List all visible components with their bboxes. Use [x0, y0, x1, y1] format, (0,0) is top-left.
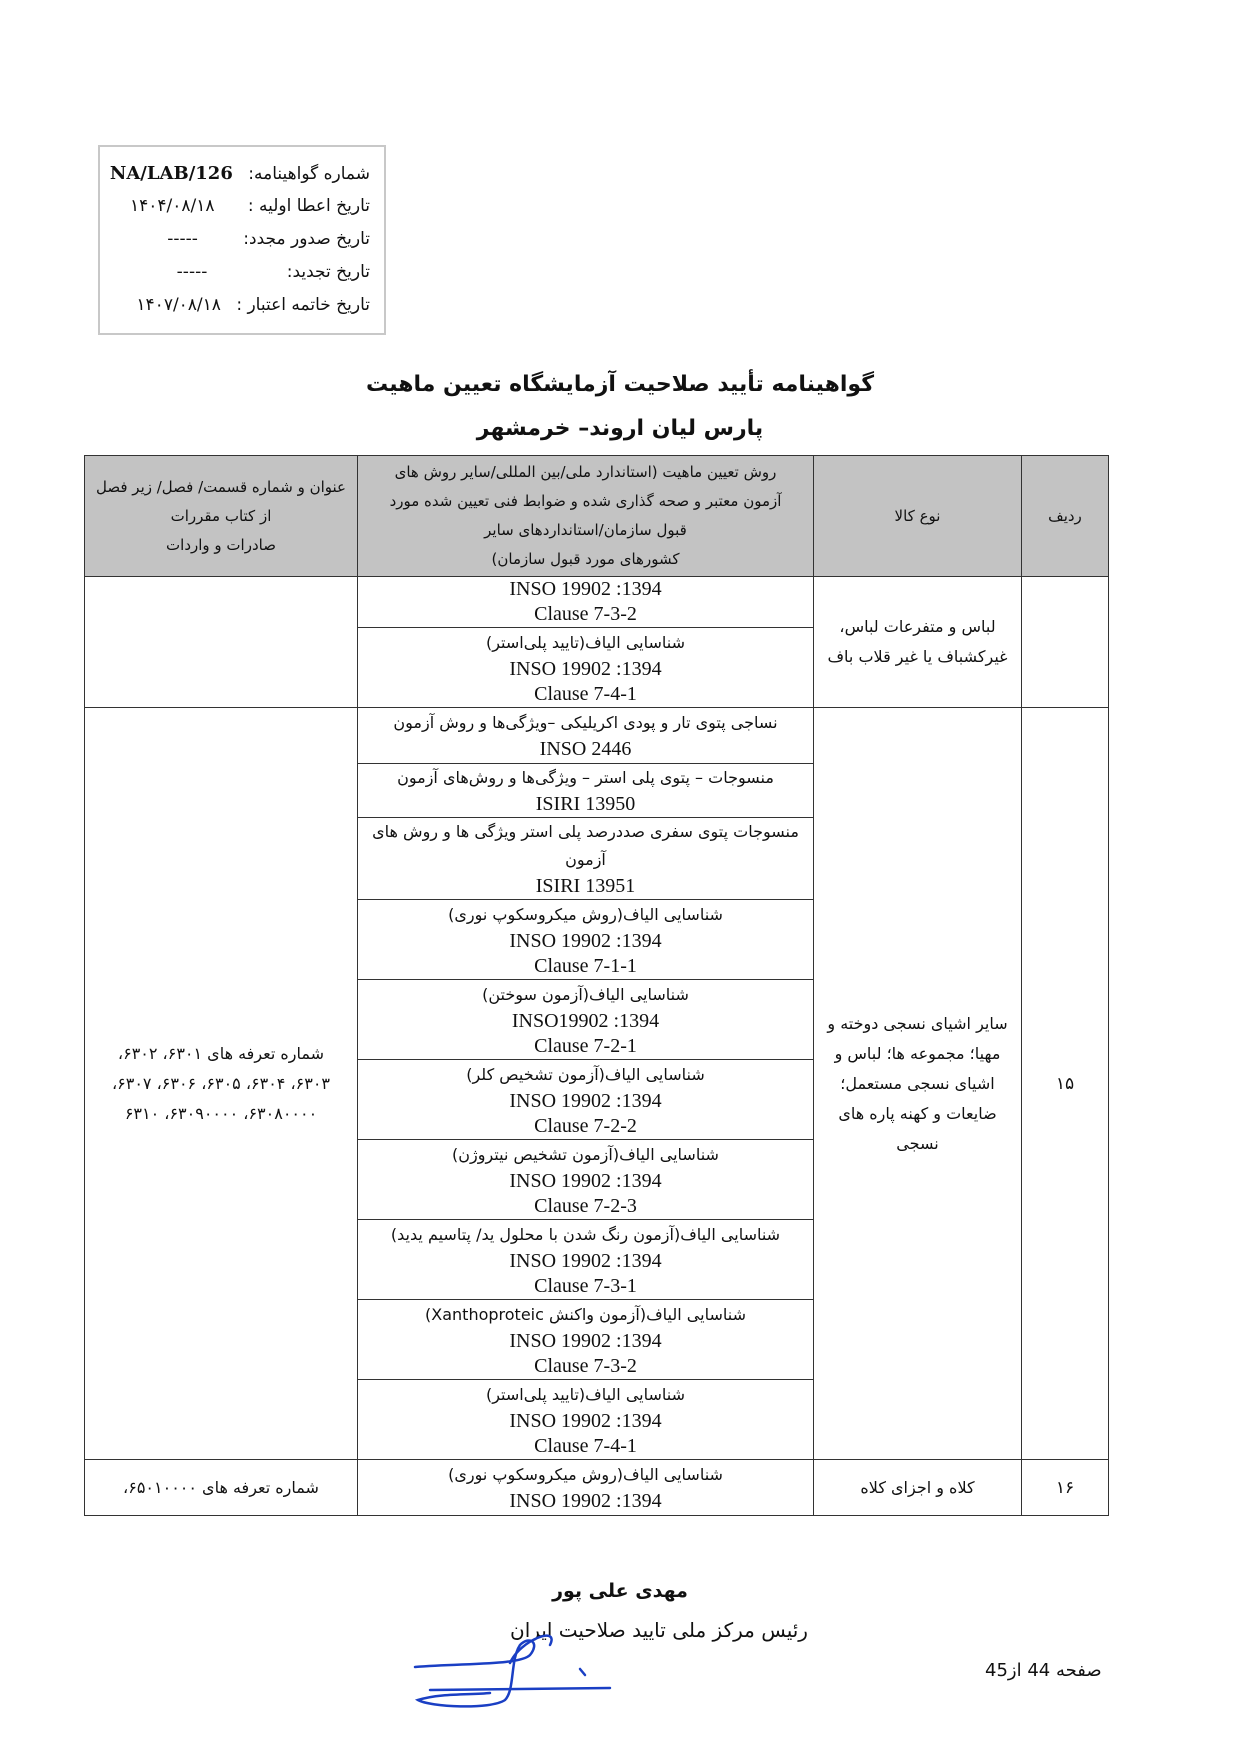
- table-header-row: [85, 456, 1109, 577]
- reissue-label: تاریخ صدور مجدد:: [243, 229, 370, 249]
- expiry-label: تاریخ خاتمه اعتبار :: [236, 295, 370, 315]
- standard-reference: INSO 19902 :1394: [509, 929, 662, 952]
- standard-reference: INSO 19902 :1394: [509, 1490, 662, 1512]
- method-description: شناسایی الیاف(روش میکروسکوپ نوری): [448, 1465, 723, 1484]
- cert-number-row: [100, 157, 370, 190]
- method-cell: [358, 1060, 814, 1140]
- standard-reference: INSO 19902 :1394: [509, 1169, 662, 1192]
- signatory-title: رئیس مرکز ملی تایید صلاحیت ایران: [510, 1618, 808, 1642]
- row-number-cell: ۱۵: [1022, 708, 1109, 1460]
- method-description: نساجی پتوی تار و پودی اکریلیکی –ویژگی‌ها و روش آزمون: [393, 713, 778, 732]
- first-issue-label: تاریخ اعطا اولیه :: [247, 196, 370, 216]
- method-cell: [358, 980, 814, 1060]
- standard-reference: INSO 19902 :1394: [509, 578, 662, 600]
- method-cell: [358, 1220, 814, 1300]
- header-tariff-line: از کتاب مقررات: [170, 506, 272, 525]
- standard-reference: INSO 19902 :1394: [509, 657, 662, 680]
- method-cell: [358, 708, 814, 764]
- method-description: آزمون: [565, 850, 606, 869]
- goods-type-line: لباس و متفرعات لباس،: [839, 617, 996, 636]
- expiry-value: ۱۴۰۷/۰۸/۱۸: [136, 295, 221, 315]
- handwritten-signature: [410, 1605, 630, 1715]
- method-description: شناسایی الیاف(آزمون رنگ شدن با محلول ید/ پتاسیم یدید): [390, 1224, 781, 1244]
- first-issue-row: [100, 190, 370, 223]
- standard-reference: INSO 19902 :1394: [509, 1329, 662, 1352]
- method-description: شناسایی الیاف(آزمون تشخیص کلر): [466, 1064, 705, 1084]
- standard-reference: ISIRI 13951: [535, 875, 636, 897]
- goods-type-line: سایر اشیای نسجی دوخته و: [827, 1013, 1008, 1033]
- standard-reference: Clause 7-1-1: [534, 954, 637, 977]
- row-number-cell: [1022, 577, 1109, 708]
- table-row: [85, 577, 1109, 628]
- expiry-row: [100, 289, 370, 322]
- renewal-value: -----: [176, 262, 208, 282]
- standard-reference: INSO19902 :1394: [511, 1009, 660, 1032]
- goods-type-line: ضایعات و کهنه پاره های: [838, 1103, 997, 1123]
- header-method: [358, 456, 814, 577]
- method-cell: [358, 577, 814, 628]
- method-cell: [358, 900, 814, 980]
- goods-type-line: غیرکشباف یا غیر قلاب باف: [827, 647, 1008, 666]
- method-description: شناسایی الیاف(تایید پلی‌استر): [485, 632, 686, 652]
- renewal-row: [100, 256, 370, 289]
- table-row: [85, 1460, 1109, 1516]
- standard-reference: INSO 19902 :1394: [509, 1089, 662, 1112]
- tariff-line: شماره تعرفه های ۶۳۰۱، ۶۳۰۲،: [117, 1043, 325, 1063]
- goods-type-line: کلاه و اجزای کلاه: [860, 1477, 975, 1497]
- standard-reference: Clause 7-2-1: [534, 1034, 637, 1057]
- header-tariff-line: عنوان و شماره قسمت/ فصل/ زیر فصل: [95, 477, 346, 496]
- standard-reference: ISIRI 13950: [535, 793, 636, 815]
- row-number-cell: ۱۶: [1022, 1460, 1109, 1516]
- tariff-cell: [85, 708, 358, 1460]
- tariff-line: شماره تعرفه های ۶۵۰۱۰۰۰۰،: [123, 1477, 319, 1497]
- tariff-cell: [85, 1460, 358, 1516]
- scope-table: [84, 455, 1109, 1516]
- standard-reference: Clause 7-3-1: [534, 1274, 637, 1297]
- method-cell: [358, 1300, 814, 1380]
- header-tariff-line: صادرات و واردات: [166, 535, 276, 554]
- renewal-label: تاریخ تجدید:: [286, 262, 370, 282]
- method-cell: [358, 1140, 814, 1220]
- signatory-name: مهدی علی پور: [552, 1580, 688, 1602]
- method-cell: [358, 628, 814, 708]
- tariff-line: ۶۳۰۳، ۶۳۰۴، ۶۳۰۵، ۶۳۰۶، ۶۳۰۷،: [111, 1073, 331, 1093]
- method-cell: [358, 1380, 814, 1460]
- method-description: منسوجات – پتوی پلی استر – ویژگی‌ها و روش‌های آزمون: [397, 768, 774, 787]
- method-description: شناسایی الیاف(تایید پلی‌استر): [485, 1384, 686, 1404]
- standard-reference: Clause 7-2-3: [534, 1194, 637, 1217]
- header-method-line: کشورهای مورد قبول سازمان): [491, 550, 680, 568]
- header-goods-type: نوع کالا: [814, 456, 1022, 577]
- standard-reference: Clause 7-4-1: [534, 1434, 637, 1457]
- table-row: [85, 708, 1109, 764]
- tariff-cell: [85, 577, 358, 708]
- standard-reference: Clause 7-2-2: [534, 1114, 637, 1137]
- tariff-line: ۶۳۰۸۰۰۰۰، ۶۳۰۹۰۰۰۰، ۶۳۱۰: [124, 1103, 318, 1123]
- goods-type-line: اشیای نسجی مستعمل؛: [840, 1073, 995, 1093]
- standard-reference: Clause 7-3-2: [534, 1354, 637, 1377]
- standard-reference: INSO 2446: [539, 738, 632, 760]
- header-method-line: قبول سازمان/استانداردهای سایر: [484, 521, 687, 539]
- method-description: شناسایی الیاف(آزمون واکنش Xanthoproteic): [425, 1304, 746, 1324]
- method-cell: [358, 764, 814, 818]
- header-row-number: ردیف: [1022, 456, 1109, 577]
- reissue-value: -----: [167, 229, 198, 249]
- cert-number-value: NA/LAB/126: [109, 163, 233, 184]
- lab-name: پارس لیان اروند– خرمشهر: [476, 416, 764, 441]
- cert-number-label: شماره گواهینامه:: [248, 164, 370, 184]
- method-cell: [358, 818, 814, 900]
- first-issue-value: ۱۴۰۴/۰۸/۱۸: [129, 196, 215, 216]
- standard-reference: INSO 19902 :1394: [509, 1249, 662, 1272]
- method-description: شناسایی الیاف(آزمون سوختن): [482, 984, 689, 1004]
- goods-type-cell: [814, 1460, 1022, 1516]
- standard-reference: INSO 19902 :1394: [509, 1409, 662, 1432]
- standard-reference: Clause 7-3-2: [534, 603, 637, 625]
- method-description: منسوجات پتوی سفری صددرصد پلی استر ویژگی ها و روش های: [372, 822, 799, 841]
- header-tariff: [85, 456, 358, 577]
- goods-type-cell: [814, 577, 1022, 708]
- method-cell: [358, 1460, 814, 1516]
- reissue-row: [100, 223, 370, 256]
- header-method-line: آزمون معتبر و صحه گذاری شده و ضوابط فنی تعیین شده مورد: [389, 492, 782, 510]
- page-number: صفحه 44 از45: [985, 1660, 1102, 1681]
- standard-reference: Clause 7-4-1: [534, 682, 637, 705]
- goods-type-line: مهیا؛ مجموعه ها؛ لباس و: [834, 1043, 1001, 1063]
- method-description: شناسایی الیاف(آزمون تشخیص نیتروژن): [452, 1144, 719, 1164]
- certificate-info-box: [98, 145, 386, 335]
- method-description: شناسایی الیاف(روش میکروسکوپ نوری): [448, 904, 723, 924]
- document-title: گواهینامه تأیید صلاحیت آزمایشگاه تعیین ماهیت: [365, 372, 875, 397]
- goods-type-cell: [814, 708, 1022, 1460]
- header-method-line: روش تعیین ماهیت (استاندارد ملی/بین المللی/سایر روش های: [394, 463, 777, 481]
- goods-type-line: نسجی: [896, 1133, 939, 1153]
